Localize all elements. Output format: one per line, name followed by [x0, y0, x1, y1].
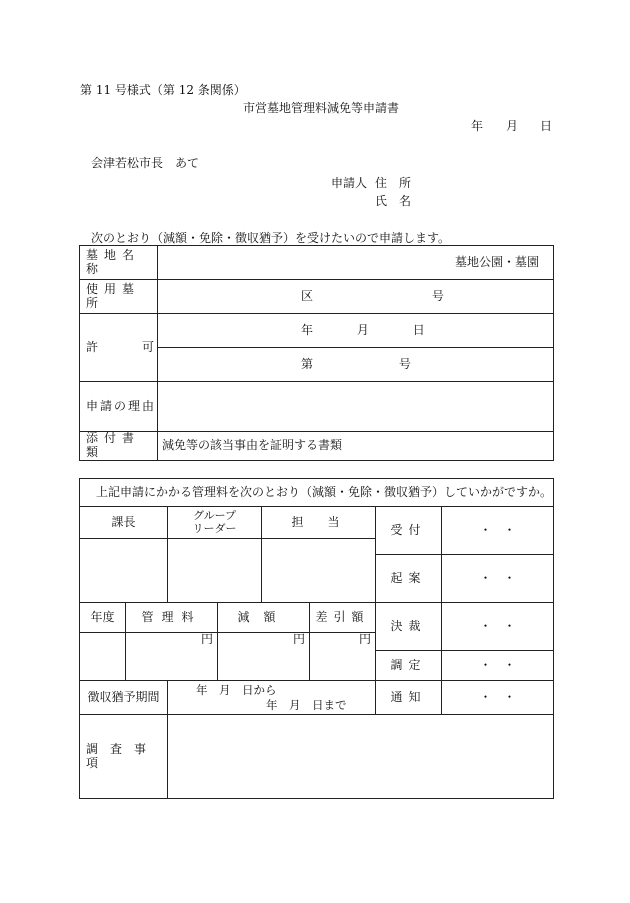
application-table [79, 245, 554, 461]
plot-number: 号 [431, 288, 444, 303]
intro-text: 次のとおり（減額・免除・徴収猶予）を受けたいので申請します。 [91, 231, 451, 245]
office-header: 上記申請にかかる管理料を次のとおり（減額・免除・徴収猶予）していかがですか。 [80, 479, 554, 507]
addressee: 会津若松市長 あて [91, 156, 200, 170]
tsuchi-date[interactable]: ・ ・ [442, 681, 554, 715]
chotei-date[interactable]: ・ ・ [442, 651, 554, 681]
cemetery-name-label: 墓地名称 [80, 246, 158, 280]
permit-no-suffix: 号 [398, 356, 411, 371]
plot-ward: 区 [301, 288, 314, 303]
permit-day: 日 [412, 322, 425, 337]
applicant-label: 申請人 [331, 176, 368, 190]
deferral-label: 徴収猶予期間 [80, 681, 168, 715]
date-year: 年 [471, 119, 484, 133]
permit-year: 年 [301, 322, 314, 337]
chief-stamp[interactable] [80, 539, 168, 603]
office-table [79, 478, 554, 799]
permit-month: 月 [356, 322, 369, 337]
reason-label: 申請の理由 [80, 382, 158, 432]
cemetery-name-value: 墓地公園・墓園 [454, 254, 539, 269]
deferral-to: 年 月 日まで [266, 697, 347, 712]
col-fiscal-year: 年度 [80, 603, 126, 633]
kessai-date[interactable]: ・ ・ [442, 603, 554, 651]
form-number: 第 11 号様式（第 12 条関係） [80, 83, 246, 97]
attach-cell [158, 432, 554, 461]
kian-label: 起案 [376, 555, 442, 603]
tsuchi-label: 通知 [376, 681, 442, 715]
date-month: 月 [506, 119, 519, 133]
reduction-value[interactable]: 円 [218, 633, 310, 681]
chotei-label: 調定 [376, 651, 442, 681]
applicant-address-label: 住 所 [375, 176, 412, 190]
deferral-from: 年 月 日から [196, 683, 277, 698]
cemetery-name-cell[interactable] [158, 246, 554, 280]
uketsuke-label: 受付 [376, 507, 442, 555]
reason-cell[interactable] [158, 382, 554, 432]
attach-value: 減免等の該当事由を証明する書類 [162, 437, 343, 452]
col-chief: 課長 [80, 507, 168, 539]
survey-label: 調査事項 [80, 715, 168, 799]
form-title: 市営墓地管理料減免等申請書 [243, 101, 400, 115]
uketsuke-date[interactable]: ・ ・ [442, 507, 554, 555]
applicant-name-label: 氏 名 [375, 194, 412, 208]
permit-number-cell[interactable] [158, 348, 554, 382]
fiscal-year-value[interactable] [80, 633, 126, 681]
col-group-leader: グループ リーダー [168, 507, 262, 539]
staff-stamp[interactable] [262, 539, 376, 603]
col-staff: 担 当 [262, 507, 376, 539]
deferral-period[interactable] [168, 681, 376, 715]
group-leader-stamp[interactable] [168, 539, 262, 603]
balance-value[interactable]: 円 [310, 633, 376, 681]
permit-no-prefix: 第 [301, 356, 314, 371]
plot-label: 使用墓所 [80, 280, 158, 314]
permit-label: 許 可 [80, 314, 158, 382]
plot-cell[interactable] [158, 280, 554, 314]
kessai-label: 決裁 [376, 603, 442, 651]
attach-label: 添付書類 [80, 432, 158, 461]
col-balance: 差引額 [310, 603, 376, 633]
survey-cell[interactable] [168, 715, 554, 799]
fee-value[interactable]: 円 [126, 633, 218, 681]
date-day: 日 [540, 119, 553, 133]
permit-date-cell[interactable] [158, 314, 554, 348]
col-reduction: 減額 [218, 603, 310, 633]
col-fee: 管理料 [126, 603, 218, 633]
kian-date[interactable]: ・ ・ [442, 555, 554, 603]
